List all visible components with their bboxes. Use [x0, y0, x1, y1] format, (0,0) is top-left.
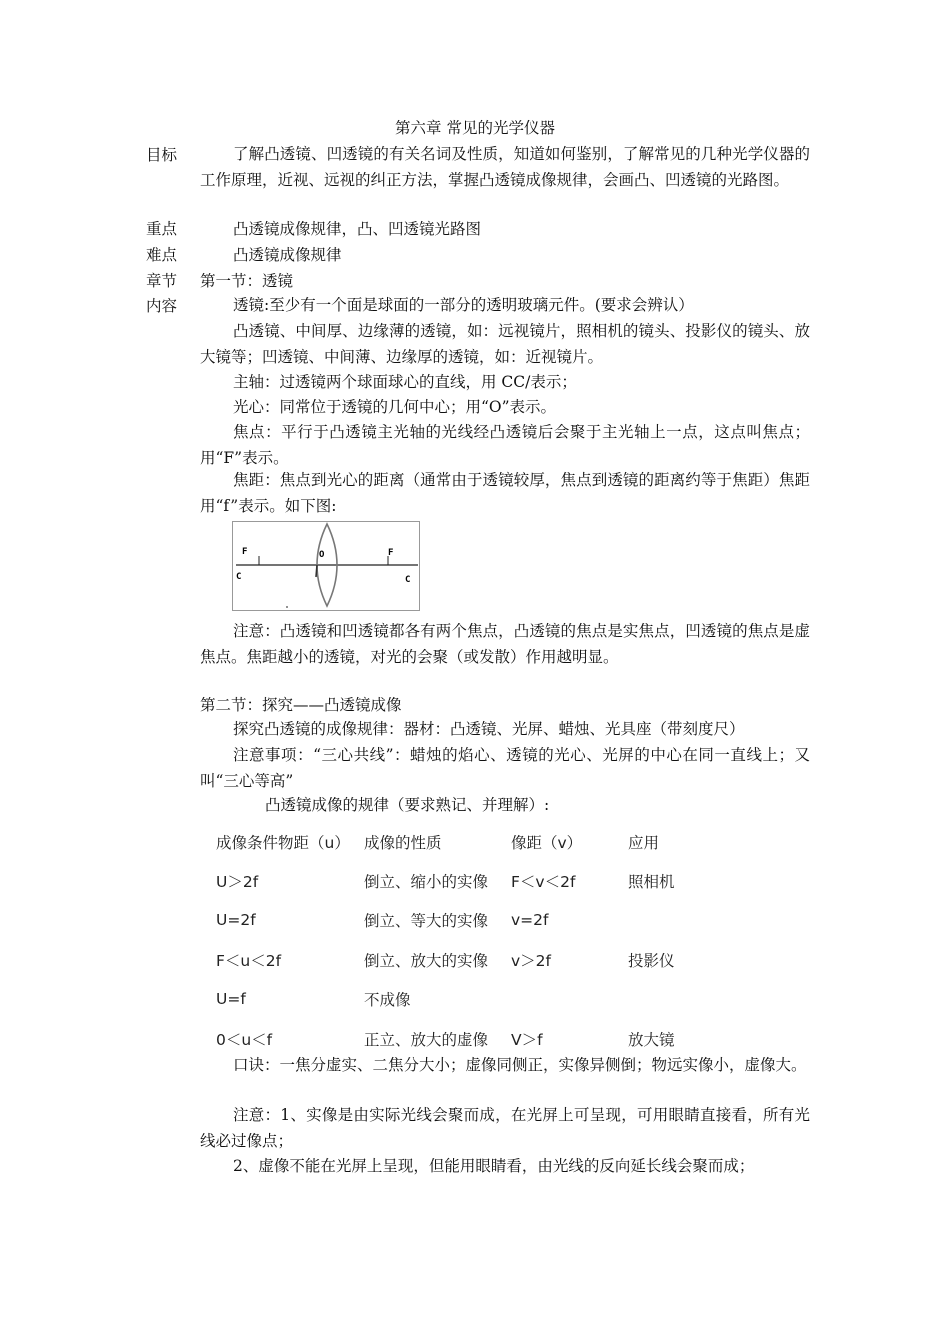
label-chapter: 章节 [146, 272, 178, 290]
header-object-distance: 成像条件物距（u） [216, 833, 350, 852]
focus-label-right: F [388, 548, 394, 558]
goal-text: 了解凸透镜、凹透镜的有关名词及性质，知道如何鉴别，了解常见的几种光学仪器的工作原理，近视、远视的纠正方法，掌握凸透镜成像规律，会画凸、凹透镜的光路图。 [200, 145, 810, 189]
explore-text: 探究凸透镜的成像规律：器材：凸透镜、光屏、蜡烛、光具座（带刻度尺） [233, 720, 745, 738]
attention-text: 注意事项：“三心共线”：蜡烛的焰心、透镜的光心、光屏的中心在同一直线上；又叫“三心等高” [200, 746, 810, 790]
table-cell: 0＜u＜f [216, 1030, 273, 1049]
imaging-rules-table [216, 822, 728, 1058]
table-header-row [216, 822, 728, 861]
table-cell: 放大镜 [628, 1030, 675, 1049]
table-cell: 投影仪 [628, 951, 675, 970]
c-label-left: C [236, 572, 242, 582]
table-cell: U=f [216, 990, 246, 1009]
table-cell: F＜v＜2f [511, 873, 576, 892]
table-row [216, 940, 728, 979]
focus-note: 注意：凸透镜和凹透镜都各有两个焦点，凸透镜的焦点是实焦点，凹透镜的焦点是虚焦点。焦距越小的透镜，对光的会聚（或发散）作用越明显。 [200, 622, 810, 666]
virtual-image-note: 2、虚像不能在光屏上呈现，但能用眼睛看，由光线的反向延长线会聚而成； [233, 1157, 755, 1175]
label-goal: 目标 [146, 146, 178, 164]
rule-title: 凸透镜成像的规律（要求熟记、并理解）: [265, 796, 550, 814]
table-row [216, 901, 728, 940]
focal-length-text: 焦距：焦点到光心的距离（通常由于透镜较厚，焦点到透镜的距离约等于焦距）焦距用“f”表示。如下图: [200, 471, 810, 515]
header-application: 应用 [628, 833, 660, 852]
table-cell: 倒立、等大的实像 [364, 912, 489, 931]
table-cell: 照相机 [628, 873, 675, 892]
table-cell: v=2f [511, 911, 549, 930]
label-difficulty: 难点 [146, 246, 178, 264]
table-cell: F＜u＜2f [216, 951, 282, 970]
table-cell: 倒立、缩小的实像 [364, 873, 489, 892]
diagram-frame [233, 522, 420, 611]
header-image-nature: 成像的性质 [364, 833, 442, 852]
table-cell: V＞f [511, 1030, 543, 1049]
c-label-right: C [405, 575, 411, 585]
table-cell [511, 980, 628, 1019]
section2-heading: 第二节：探究——凸透镜成像 [200, 696, 402, 714]
real-image-note: 注意：1、实像是由实际光线会聚而成，在光屏上可呈现，可用眼睛直接看，所有光线必过像点； [200, 1106, 810, 1150]
lens-definition: 透镜:至少有一个面是球面的一部分的透明玻璃元件。(要求会辨认） [233, 296, 694, 314]
optical-center-text: 光心：同常位于透镜的几何中心；用“O”表示。 [233, 398, 557, 416]
label-key: 重点 [146, 220, 178, 238]
table-cell: 倒立、放大的实像 [364, 951, 489, 970]
dot-mark [286, 606, 288, 608]
page-title: 第六章 常见的光学仪器 [395, 119, 555, 137]
table-row [216, 861, 728, 900]
key-text: 凸透镜成像规律，凸、凹透镜光路图 [233, 220, 482, 238]
lens-marker [316, 565, 317, 577]
table-cell: U＞2f [216, 873, 259, 892]
lens-diagram [232, 521, 420, 611]
table-cell: v＞2f [511, 951, 551, 970]
table-cell: 正立、放大的虚像 [364, 1030, 489, 1049]
table-cell [628, 980, 728, 1019]
table-cell: 不成像 [364, 991, 411, 1010]
convex-concave-text: 凸透镜、中间厚、边缘薄的透镜，如：远视镜片，照相机的镜头、投影仪的镜头、放大镜等；凹透镜、中间薄、边缘厚的透镜，如：近视镜片。 [200, 322, 810, 366]
focus-text: 焦点：平行于凸透镜主光轴的光线经凸透镜后会聚于主光轴上一点，这点叫焦点；用“F”表示。 [200, 423, 810, 467]
mnemonic-text: 口诀：一焦分虚实、二焦分大小；虚像同侧正，实像异侧倒；物远实像小，虚像大。 [233, 1056, 807, 1074]
table-cell [628, 901, 728, 940]
label-content: 内容 [146, 297, 178, 315]
difficulty-text: 凸透镜成像规律 [233, 246, 342, 264]
header-image-distance: 像距（v） [511, 833, 583, 852]
table-row [216, 980, 728, 1019]
focus-label-left: F [242, 547, 248, 557]
optical-center-label: O [319, 550, 325, 560]
section1-heading: 第一节：透镜 [200, 272, 294, 290]
table-cell: U=2f [216, 911, 256, 930]
main-axis-text: 主轴：过透镜两个球面球心的直线，用 CC/表示； [233, 373, 577, 391]
